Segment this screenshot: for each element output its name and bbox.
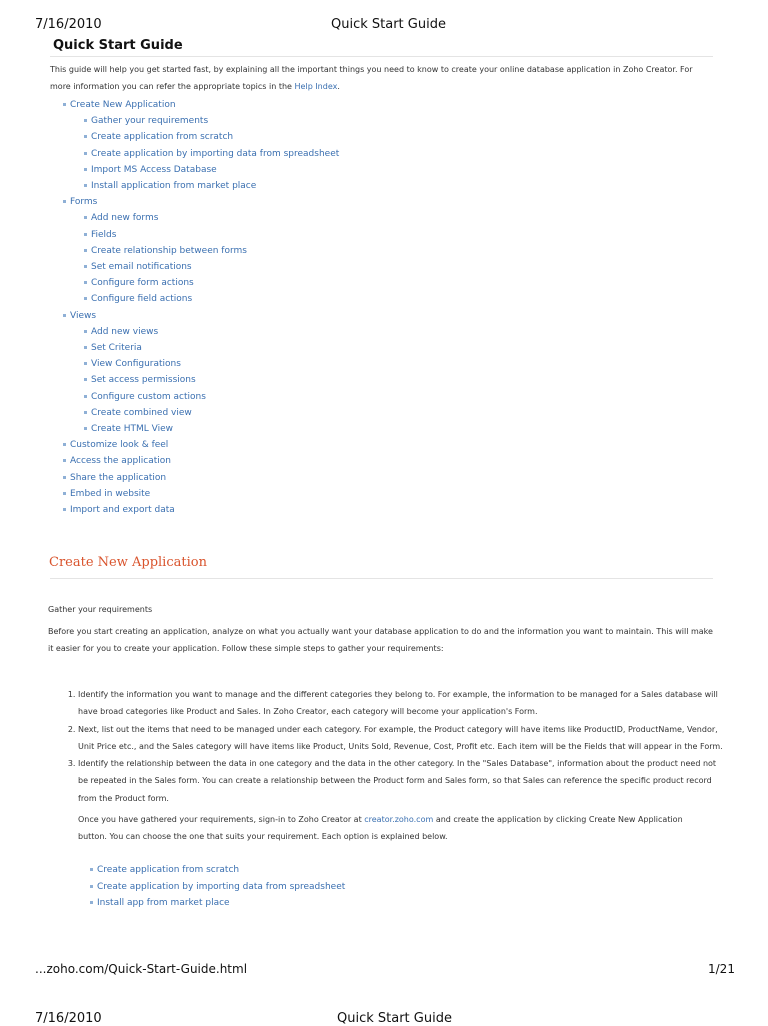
next-header-title: Quick Start Guide (337, 1011, 452, 1026)
toc-item-label: Views (70, 310, 97, 321)
toc-item[interactable] (63, 421, 339, 437)
toc-item-label: Share the application (70, 472, 167, 483)
option-links (90, 862, 345, 912)
signin-text-b: and create the application by clicking Create New Application button. You can choose the one that suits your requirement. Each option is explained below. (78, 815, 683, 841)
toc-item[interactable] (63, 210, 339, 226)
page-title: Quick Start Guide (53, 38, 183, 53)
toc-item-label: Configure form actions (91, 278, 194, 289)
toc-item-label: Create combined view (91, 407, 192, 418)
step-item: 2. Next, list out the items that need to be managed under each category. For example, the Product category will have items like ProductID, ProductName, Vendor, Unit Price etc., and the Sales category will have items like Product, Units Sold, Revenue, Cost, Profit etc. Each item will be the Fields that will appear in the Form. (78, 721, 728, 756)
toc-item[interactable] (63, 227, 339, 243)
bullet-icon (84, 297, 87, 300)
help-index-link[interactable]: Help Index (294, 82, 338, 91)
toc-item-label: Add new views (91, 326, 159, 337)
bullet-icon (63, 443, 66, 446)
bullet-icon (84, 184, 87, 187)
title-divider (50, 56, 713, 57)
next-header-date: 7/16/2010 (35, 1011, 102, 1026)
toc-item[interactable] (63, 372, 339, 388)
bullet-icon (63, 508, 66, 511)
toc-item-label: Create HTML View (91, 424, 174, 435)
toc-item-label: Set email notifications (91, 262, 192, 273)
toc-item[interactable] (63, 178, 339, 194)
toc-item-label: Customize look & feel (70, 440, 169, 451)
footer-url: ...zoho.com/Quick-Start-Guide.html (35, 962, 248, 976)
toc-item[interactable] (63, 243, 339, 259)
bullet-icon (84, 281, 87, 284)
toc-item-label: Forms (70, 197, 98, 208)
toc-item-label: Create New Application (70, 100, 176, 110)
intro-text: This guide will help you get started fast, by explaining all the important things you need to know to create your online database application in Zoho Creator. For more information you can refer the appropriate topics in the (50, 65, 693, 91)
toc-item[interactable] (63, 486, 339, 502)
bullet-icon (84, 265, 87, 268)
toc-item[interactable] (63, 470, 339, 486)
signin-paragraph (78, 811, 714, 845)
subheading: Gather your requirements (48, 605, 153, 614)
header-date: 7/16/2010 (35, 17, 102, 32)
bullet-icon (84, 152, 87, 155)
bullet-icon (63, 314, 66, 317)
bullet-icon (63, 103, 66, 106)
toc-item[interactable] (63, 356, 339, 372)
requirements-steps (66, 686, 728, 807)
header-title: Quick Start Guide (331, 17, 446, 32)
toc-item[interactable] (63, 291, 339, 307)
toc-item[interactable] (63, 308, 339, 324)
toc-item[interactable] (63, 502, 339, 518)
toc-item[interactable] (63, 324, 339, 340)
creator-link[interactable]: creator.zoho.com (364, 815, 434, 824)
bullet-icon (63, 200, 66, 203)
bullet-icon (63, 476, 66, 479)
option-link-label: Install app from market place (97, 898, 230, 908)
toc-item-label: Set access permissions (91, 375, 196, 386)
bullet-icon (90, 868, 93, 871)
toc-item-label: Access the application (70, 456, 171, 467)
toc-item[interactable] (63, 275, 339, 291)
toc-item[interactable] (63, 340, 339, 356)
toc-item[interactable] (63, 437, 339, 453)
toc-item[interactable] (63, 113, 339, 129)
bullet-icon (84, 119, 87, 122)
toc-item[interactable] (63, 129, 339, 145)
toc-item[interactable] (63, 405, 339, 421)
intro-end: . (337, 82, 340, 91)
option-link-label: Create application by importing data from spreadsheet (97, 881, 346, 892)
bullet-icon (84, 216, 87, 219)
bullet-icon (90, 901, 93, 904)
toc-item-label: Import MS Access Database (91, 164, 217, 175)
bullet-icon (84, 395, 87, 398)
toc-item-label: Configure custom actions (91, 391, 206, 402)
bullet-icon (84, 362, 87, 365)
toc-item-label: Add new forms (91, 213, 159, 224)
bullet-icon (84, 411, 87, 414)
intro-paragraph (50, 61, 710, 95)
bullet-icon (84, 249, 87, 252)
option-link[interactable] (90, 895, 345, 912)
toc-item-label: Set Criteria (91, 343, 142, 354)
toc-item-label: Embed in website (70, 488, 151, 499)
signin-text-a: Once you have gathered your requirements, sign-in to Zoho Creator at (78, 815, 362, 824)
bullet-icon (63, 492, 66, 495)
toc-item[interactable] (63, 194, 339, 210)
toc-item-label: Fields (91, 229, 117, 240)
bullet-icon (84, 346, 87, 349)
toc-item-label: Install application from market place (91, 181, 257, 192)
footer-page-number: 1/21 (708, 962, 735, 976)
table-of-contents (63, 97, 339, 518)
toc-item[interactable] (63, 389, 339, 405)
toc-item-label: Import and export data (70, 505, 175, 516)
toc-item[interactable] (63, 259, 339, 275)
section-heading: Create New Application (49, 555, 207, 570)
bullet-icon (84, 427, 87, 430)
toc-item-label: Create application by importing data from spreadsheet (91, 148, 340, 159)
toc-item-label: View Configurations (91, 359, 181, 370)
bullet-icon (84, 378, 87, 381)
option-link-label: Create application from scratch (97, 865, 240, 875)
toc-item-label: Configure field actions (91, 294, 193, 305)
step-item: 1. Identify the information you want to manage and the different categories they belong to. For example, the information to be managed for a Sales database will have broad categories like Product and Sales. In Zoho Creator, each category will become your application's Form. (78, 686, 728, 721)
option-link[interactable] (90, 879, 345, 896)
toc-item[interactable] (63, 162, 339, 178)
toc-item[interactable] (63, 97, 339, 113)
bullet-icon (84, 168, 87, 171)
toc-item-label: Gather your requirements (91, 116, 209, 127)
bullet-icon (84, 233, 87, 236)
bullet-icon (84, 135, 87, 138)
bullet-icon (84, 330, 87, 333)
toc-item-label: Create application from scratch (91, 132, 234, 143)
bullet-icon (63, 459, 66, 462)
option-link[interactable] (90, 862, 345, 879)
intro-requirements-paragraph: Before you start creating an application, analyze on what you actually want your database application to do and the information you want to maintain. This will make it easier for you to create your application. Follow these simple steps to gather your requirements: (48, 627, 713, 653)
toc-item-label: Create relationship between forms (91, 245, 247, 256)
toc-item[interactable] (63, 146, 339, 162)
toc-item[interactable] (63, 453, 339, 469)
step-item: 3. Identify the relationship between the data in one category and the data in the other category. In the "Sales Database", information about the product need not be repeated in the Sales form. You can create a relationship between the Product form and Sales form, so that Sales can reference the specific product record from the Product form. (78, 755, 728, 807)
section-divider (50, 578, 713, 579)
bullet-icon (90, 885, 93, 888)
